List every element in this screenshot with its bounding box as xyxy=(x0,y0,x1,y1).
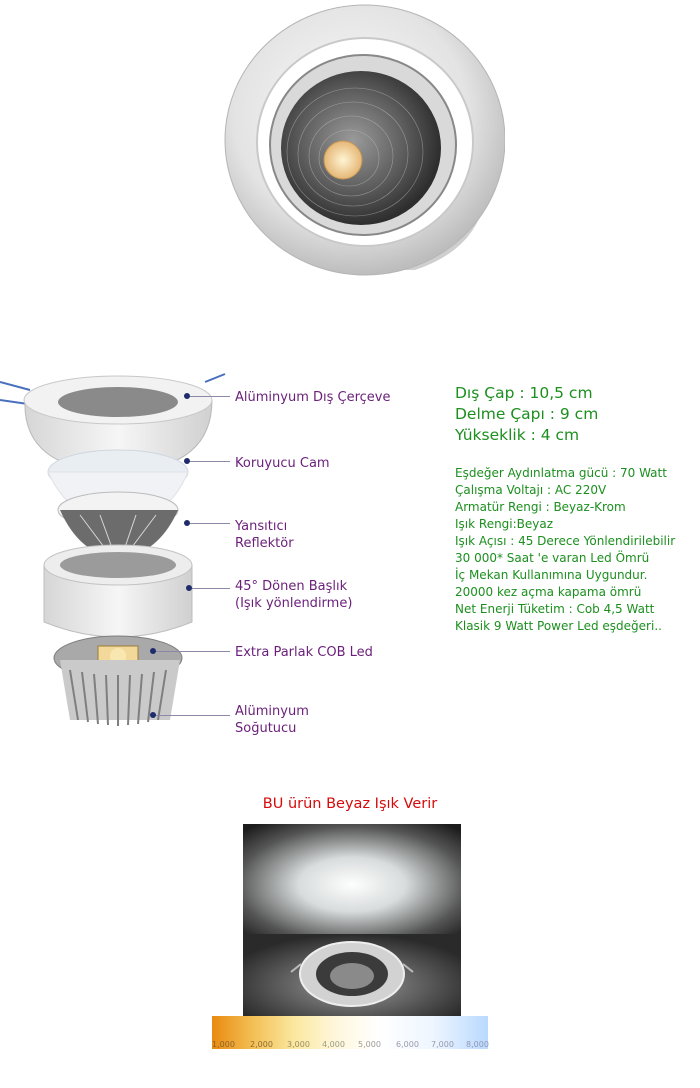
spec-height: Yükseklik : 4 cm xyxy=(455,426,580,444)
specs-dimensions xyxy=(455,383,598,446)
callout-heatsink: Alüminyum Soğutucu xyxy=(235,704,309,736)
spec-item: Eşdeğer Aydınlatma gücü : 70 Watt xyxy=(455,466,667,480)
spec-item: Işık Açısı : 45 Derece Yönlendirilebilir xyxy=(455,534,676,548)
spec-item: Işık Rengi:Beyaz xyxy=(455,517,554,531)
callout-line xyxy=(192,588,230,589)
temp-label: 5,000 xyxy=(358,1040,381,1049)
temp-label: 8,000 xyxy=(466,1040,489,1049)
spec-cutout-diameter: Delme Çapı : 9 cm xyxy=(455,405,599,423)
temp-label: 1,000 xyxy=(212,1040,235,1049)
spec-item: Net Enerji Tüketim : Cob 4,5 Watt xyxy=(455,602,655,616)
callout-line xyxy=(190,461,230,462)
exploded-view xyxy=(0,360,240,740)
callout-cob-led: Extra Parlak COB Led xyxy=(235,645,373,660)
callout-reflector: Yansıtıcı Reflektör xyxy=(235,519,294,551)
spec-item: Klasik 9 Watt Power Led eşdeğeri.. xyxy=(455,619,662,633)
temp-label: 6,000 xyxy=(396,1040,419,1049)
spec-item: Çalışma Voltajı : AC 220V xyxy=(455,483,607,497)
callout-line xyxy=(156,715,230,716)
temp-label: 3,000 xyxy=(287,1040,310,1049)
room-light-photo xyxy=(243,824,461,1019)
spec-outer-diameter: Dış Çap : 10,5 cm xyxy=(455,384,593,402)
callout-line xyxy=(190,523,230,524)
white-light-title: BU ürün Beyaz Işık Verir xyxy=(262,796,438,812)
temperature-scale xyxy=(212,1040,488,1052)
callout-glass: Koruyucu Cam xyxy=(235,456,330,471)
specs-list xyxy=(455,465,675,635)
cob-led xyxy=(324,141,362,179)
temp-label: 7,000 xyxy=(431,1040,454,1049)
callout-line xyxy=(190,396,230,397)
temp-label: 4,000 xyxy=(322,1040,345,1049)
temp-label: 2,000 xyxy=(250,1040,273,1049)
rotating-head-part xyxy=(44,545,192,637)
callout-rotating-head: 45° Dönen Başlık (Işık yönlendirme) xyxy=(235,579,353,611)
spec-item: Armatür Rengi : Beyaz-Krom xyxy=(455,500,626,514)
product-photo xyxy=(215,0,505,300)
spec-item: 20000 kez açma kapama ömrü xyxy=(455,585,642,599)
spec-item: 30 000* Saat 'e varan Led Ömrü xyxy=(455,551,650,565)
callout-rim: Alüminyum Dış Çerçeve xyxy=(235,390,391,405)
reflector xyxy=(281,71,441,225)
spec-item: İç Mekan Kullanımına Uygundur. xyxy=(455,568,648,582)
heatsink-part xyxy=(54,636,182,726)
callout-line xyxy=(156,651,230,652)
